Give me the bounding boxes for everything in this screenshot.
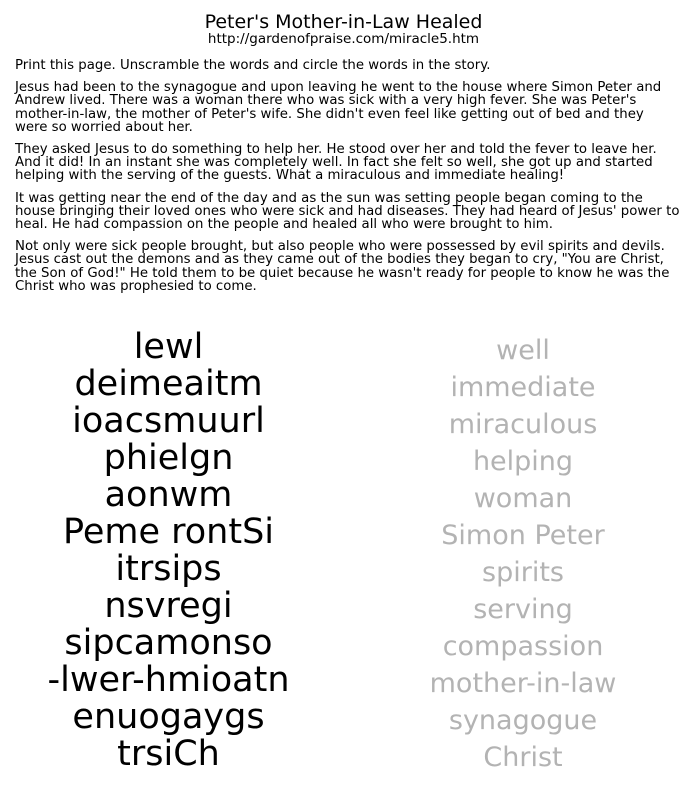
answer-word: synagogue xyxy=(448,705,598,736)
word-row xyxy=(0,736,687,773)
answer-word: compassion xyxy=(442,631,604,662)
scrambled-word: Peme rontSi xyxy=(62,512,275,552)
story-paragraph: They asked Jesus to do something to help her. He stood over her and told the fever to leave her. And it did! In an instant she was completely well. In fact she felt so well, she got up and started helping with the serving of the guests. What a miraculous and immediate healing! xyxy=(15,142,657,184)
word-row xyxy=(0,551,687,588)
answer-word: mother-in-law xyxy=(429,668,617,699)
source-url: http://gardenofpraise.com/miracle5.htm xyxy=(207,31,480,47)
scrambled-word: lewl xyxy=(133,327,204,367)
answer-word: immediate xyxy=(450,372,596,403)
word-list xyxy=(0,329,687,773)
answer-word: serving xyxy=(473,594,573,625)
word-row xyxy=(0,662,687,699)
scrambled-word: trsiCh xyxy=(117,734,220,774)
scrambled-word: phielgn xyxy=(103,438,234,478)
answer-word: Christ xyxy=(483,742,563,773)
answer-word: woman xyxy=(473,483,573,514)
scrambled-word: itrsips xyxy=(115,549,222,589)
scrambled-word: aonwm xyxy=(104,475,233,515)
word-row xyxy=(0,625,687,662)
word-row xyxy=(0,329,687,366)
answer-word: spirits xyxy=(482,557,564,588)
word-row xyxy=(0,440,687,477)
word-row xyxy=(0,588,687,625)
answer-word: helping xyxy=(472,446,574,477)
story-paragraph: It was getting near the end of the day and as the sun was setting people began coming to the house bringing their loved ones who were sick and had diseases. They had heard of Jesus' power to heal. He had compassion on the people and healed all who were brought to him. xyxy=(15,190,680,233)
story-text xyxy=(15,59,680,302)
word-row xyxy=(0,477,687,514)
story-paragraph: Not only were sick people brought, but also people who were possessed by evil spirits and devils. Jesus cast out the demons and as they came out of the bodies they began to cry, "You are Christ, the Son of God!" He told them to be quiet because he wasn't ready for people to know he was the Christ who was prophesied to come. xyxy=(15,239,670,294)
answer-word: miraculous xyxy=(448,409,598,440)
word-row xyxy=(0,514,687,551)
story-paragraph: Jesus had been to the synagogue and upon leaving he went to the house where Simon Peter and Andrew lived. There was a woman there who was sick with a very high fever. She was Peter's mother-in-law, the mother of Peter's wife. She didn't even feel like getting out of bed and they were so worried about her. xyxy=(15,80,662,135)
instructions: Print this page. Unscramble the words and circle the words in the story. xyxy=(15,58,491,73)
scrambled-word: nsvregi xyxy=(104,586,233,626)
scrambled-word: deimeaitm xyxy=(74,364,263,404)
answer-word: Simon Peter xyxy=(441,520,605,551)
word-row xyxy=(0,403,687,440)
word-row xyxy=(0,699,687,736)
scrambled-word: ioacsmuurl xyxy=(72,401,265,441)
scrambled-word: -lwer-hmioatn xyxy=(47,660,290,700)
page-title: Peter's Mother-in-Law Healed xyxy=(204,11,483,33)
answer-word: well xyxy=(496,335,550,366)
scrambled-word: sipcamonso xyxy=(64,623,273,663)
scrambled-word: enuogaygs xyxy=(72,697,265,737)
word-row xyxy=(0,366,687,403)
